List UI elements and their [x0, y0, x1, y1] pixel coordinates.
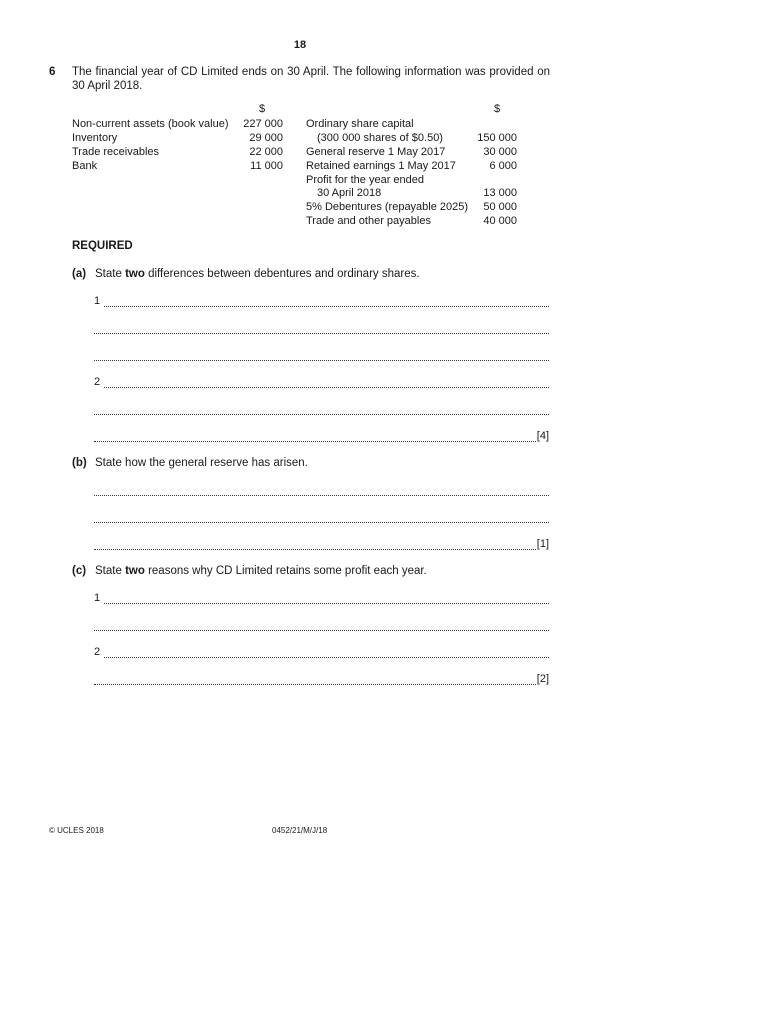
dotted-rule: [104, 649, 549, 658]
footer-copyright: © UCLES 2018: [49, 826, 104, 835]
required-heading: REQUIRED: [72, 240, 133, 252]
answer-line-a2[interactable]: [94, 376, 549, 388]
dotted-rule: [94, 406, 549, 415]
part-b-label: (b): [72, 457, 87, 469]
left-item-value: 227 000: [243, 118, 283, 130]
right-item-value: 6 000: [489, 160, 517, 172]
answer-line-number: 2: [94, 376, 101, 388]
right-item-value: 40 000: [483, 215, 517, 227]
answer-line[interactable]: [94, 322, 549, 334]
left-item-value: 22 000: [249, 146, 283, 158]
right-item-value: 50 000: [483, 201, 517, 213]
question-number: 6: [49, 66, 56, 78]
answer-line-number: 1: [94, 592, 101, 604]
answer-line[interactable]: [94, 538, 549, 550]
answer-line[interactable]: [94, 619, 549, 631]
right-item-label: Profit for the year ended: [306, 174, 425, 186]
dotted-rule: [94, 541, 536, 550]
answer-line[interactable]: [94, 673, 549, 685]
answer-line[interactable]: [94, 511, 549, 523]
right-item-value: 13 000: [483, 187, 517, 199]
right-item-label: Ordinary share capital: [306, 118, 414, 130]
part-c-question: State two reasons why CD Limited retains some profit each year.: [95, 565, 427, 577]
part-a-question: State two differences between debentures and ordinary shares.: [95, 268, 420, 280]
part-a-marks: [4]: [536, 430, 549, 442]
answer-line[interactable]: [94, 403, 549, 415]
answer-line-number: 1: [94, 295, 101, 307]
left-item-value: 11 000: [250, 160, 283, 172]
answer-line-a1[interactable]: [94, 295, 549, 307]
answer-line[interactable]: [94, 430, 549, 442]
part-b-question: State how the general reserve has arisen.: [95, 457, 308, 469]
left-item-value: 29 000: [249, 132, 283, 144]
part-c-marks: [2]: [536, 673, 549, 685]
left-item-label: Non-current assets (book value): [72, 118, 229, 130]
question-intro: The financial year of CD Limited ends on 30 April. The following information was provided on 30 April 2018.: [72, 66, 550, 92]
right-item-value: 150 000: [477, 132, 517, 144]
right-currency-header: $: [494, 103, 501, 115]
dotted-rule: [94, 622, 549, 631]
dotted-rule: [94, 433, 536, 442]
footer-paper-code: 0452/21/M/J/18: [272, 826, 328, 835]
right-item-label: (300 000 shares of $0.50): [317, 132, 443, 144]
right-item-label: General reserve 1 May 2017: [306, 146, 446, 158]
dotted-rule: [104, 298, 549, 307]
answer-line-number: 2: [94, 646, 101, 658]
right-item-label: 5% Debentures (repayable 2025): [306, 201, 469, 213]
dotted-rule: [94, 325, 549, 334]
dotted-rule: [94, 676, 536, 685]
left-currency-header: $: [259, 103, 266, 115]
left-item-label: Trade receivables: [72, 146, 160, 158]
part-c-label: (c): [72, 565, 87, 577]
right-item-label: 30 April 2018: [317, 187, 382, 199]
part-b-marks: [1]: [536, 538, 549, 550]
right-item-label: Trade and other payables: [306, 215, 431, 227]
answer-line[interactable]: [94, 349, 549, 361]
dotted-rule: [104, 379, 549, 388]
answer-line-c1[interactable]: [94, 592, 549, 604]
page-number: 18: [293, 39, 307, 51]
answer-line-c2[interactable]: [94, 646, 549, 658]
answer-line[interactable]: [94, 484, 549, 496]
dotted-rule: [94, 352, 549, 361]
right-item-label: Retained earnings 1 May 2017: [306, 160, 456, 172]
part-a-label: (a): [72, 268, 87, 280]
right-item-value: 30 000: [483, 146, 517, 158]
left-item-label: Inventory: [72, 132, 118, 144]
dotted-rule: [104, 595, 549, 604]
dotted-rule: [94, 487, 549, 496]
left-item-label: Bank: [72, 160, 98, 172]
dotted-rule: [94, 514, 549, 523]
